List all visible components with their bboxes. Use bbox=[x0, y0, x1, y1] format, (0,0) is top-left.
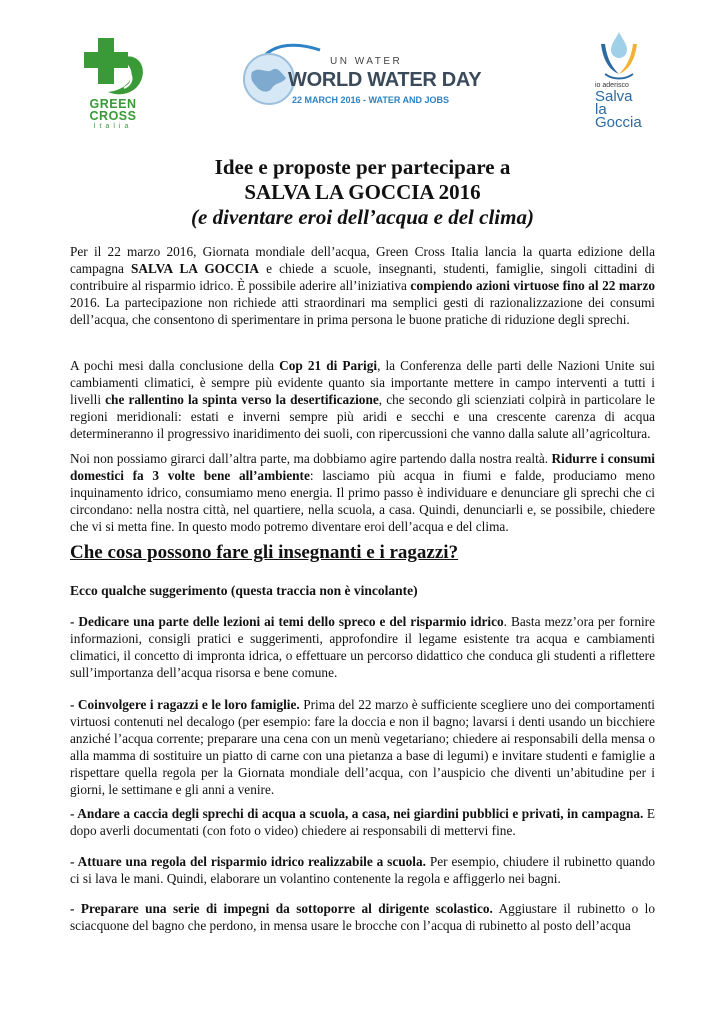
logo-text-io-aderisco: io aderisco bbox=[595, 82, 629, 89]
salva-la-goccia-logo bbox=[585, 30, 655, 130]
logo-text-italia: Italia bbox=[93, 123, 133, 130]
suggestion-item: - Andare a caccia degli sprechi di acqua a scuola, a casa, nei giardini pubblici e privati, in campagna. E dopo averli documentati (con foto o video) chiedere ai responsabili di mettervi fine. bbox=[70, 806, 656, 838]
world-water-day-date: 22 MARCH 2016 - WATER AND JOBS bbox=[292, 95, 450, 105]
green-cross-emblem-icon bbox=[84, 38, 146, 100]
green-cross-logo bbox=[78, 38, 148, 133]
section-subheading: Ecco qualche suggerimento (questa traccia non è vincolante) bbox=[70, 583, 418, 598]
suggestion-item: - Attuare una regola del risparmio idrico realizzabile a scuola. Per esempio, chiudere il rubinetto quando ci si lava le mani. Quindi, elaborare un volantino contenente la regola e affiggerlo nei bagni. bbox=[70, 854, 655, 886]
logo-text-goccia: Goccia bbox=[595, 114, 642, 131]
hands-drop-icon bbox=[597, 30, 641, 82]
world-water-day-logo bbox=[240, 40, 490, 112]
logo-text-cross: CROSS bbox=[89, 109, 137, 123]
world-water-day-title: WORLD WATER DAY bbox=[288, 69, 482, 91]
un-water-text: UN WATER bbox=[330, 56, 403, 67]
logo-text-green: GREEN bbox=[89, 97, 137, 111]
suggestion-item: - Coinvolgere i ragazzi e le loro famiglie. Prima del 22 marzo è sufficiente scegliere uno dei comportamenti virtuosi contenuti nel decalogo (per esempio: fare la doccia e non il bagno; lavarsi i denti usando un bicchiere anziché l’acqua corrente; preparare una cena con un menù vegetariano; chiedere ai responsabili della mensa o alla mamma di sostituire un piatto di carne con una pietanza a base di legumi) e invitare studenti e famiglie a rispettare quella regola per la Giornata mondiale dell’acqua, con l’auspicio che diventi un’abitudine per i giorni, le settimane e gli anni a venire. bbox=[70, 697, 655, 797]
suggestion-item: - Dedicare una parte delle lezioni ai temi dello spreco e del risparmio idrico. Basta mezz’ora per fornire informazioni, consigli pratici e suggerimenti, approfondire il legame esistente tra acqua e cambiamenti climatici, il concetto di impronta idrica, o effettuare un percorso didattico che conduca gli studenti a riflettere sull’importanza dell’acqua risorsa e bene comune. bbox=[70, 614, 655, 680]
intro-paragraph: Per il 22 marzo 2016, Giornata mondiale dell’acqua, Green Cross Italia lancia la quarta edizione della campagna SALVA LA GOCCIA e chiede a scuole, insegnanti, studenti, famiglie, singoli cittadini di contribuire al risparmio idrico. È possibile aderire all’iniziativa compiendo azioni virtuose fino al 22 marzo 2016. La partecipazione non richiede atti straordinari ma semplici gesti di razionalizzazione dei consumi dell’acqua, che consentono di sperimentare in prima persona le buone pratiche di riduzione degli sprechi. bbox=[70, 244, 655, 327]
consumi-paragraph: Noi non possiamo girarci dall’altra parte, ma dobbiamo agire partendo dalla nostra realtà. Ridurre i consumi domestici fa 3 volte bene all’ambiente: lasciamo più acqua in fiumi e falde, produciamo meno inquinamento idrico, consumiamo meno energia. Il primo passo è individuare e denunciare gli sprechi che ci circondano: nella nostra città, nel quartiere, nella scuola, a casa. Quindi, denunciarli e, se possibile, chiedere che vi si metta fine. In questo modo potremo diventare eroi dell’acqua e del clima. bbox=[70, 451, 656, 534]
document-title-line2: SALVA LA GOCCIA 2016 bbox=[244, 180, 481, 204]
logo-text-la: la bbox=[595, 101, 607, 118]
document-title-line1: Idee e proposte per partecipare a bbox=[214, 155, 511, 179]
suggestion-item: - Preparare una serie di impegni da sottoporre al dirigente scolastico. Aggiustare il rubinetto o lo sciacquone del bagno che perdono, in mensa usare le brocche con l’acqua di rubinetto al posto dell’acqua bbox=[70, 901, 656, 933]
cop21-paragraph: A pochi mesi dalla conclusione della Cop 21 di Parigi, la Conferenza delle parti delle Nazioni Unite sui cambiamenti climatici, è sempre più evidente quanto sia importante mettere in campo interventi a tutti i livelli che rallentino la spinta verso la desertificazione, che secondo gli scienziati colpirà in particolare le regioni meridionali: estati e inverni sempre più aridi e secchi e una crescente carenza di acqua determineranno il progressivo inaridimento dei suoli, con ripercussioni che vanno dalla salute all’agricoltura. bbox=[70, 358, 656, 441]
document-subtitle: (e diventare eroi dell’acqua e del clima) bbox=[191, 205, 534, 229]
section-heading: Che cosa possono fare gli insegnanti e i ragazzi? bbox=[70, 542, 459, 563]
logo-text-salva: Salva bbox=[595, 88, 633, 105]
